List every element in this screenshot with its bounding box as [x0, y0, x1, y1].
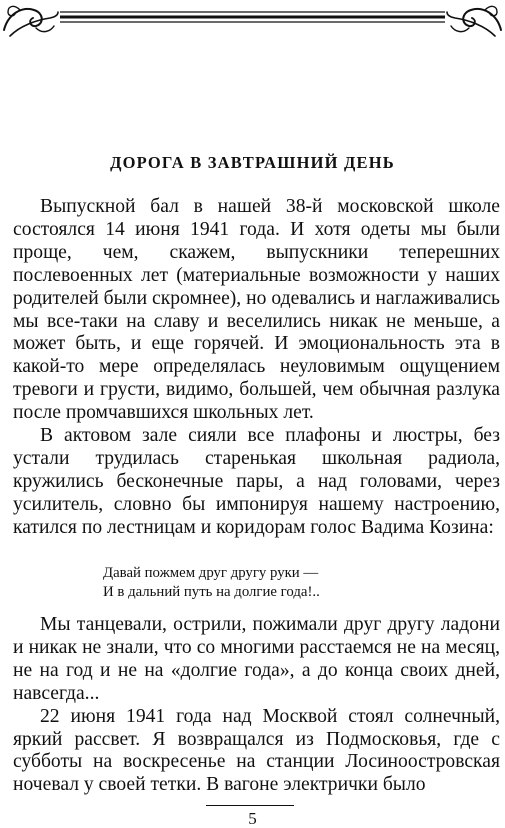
- body-text-bottom: [13, 614, 500, 797]
- page-number: 5: [248, 809, 257, 828]
- quote-line: И в дальний путь на долгие года!..: [103, 583, 320, 600]
- paragraph: В актовом зале сияли все плафоны и люстры, без устали трудилась старенькая школьная радиола, кружились бесконечные пары, а над головами, через усилитель, словно бы импонируя нашему настроению, катился по лестницам и коридорам голос Вадима Козина:: [13, 425, 500, 538]
- poem-quote: [103, 564, 483, 601]
- header-rule-lines: [60, 12, 445, 22]
- paragraph: Выпускной бал в нашей 38-й московской школе состоялся 14 июня 1941 года. И хотя одеты мы были проще, чем, скажем, выпускники теперешних послевоенных лет (материальные возможности у наших родителей были скромнее), но одевались и наглаживались мы все-таки на славу и веселились никак не меньше, а может быть, и еще горячей. И эмоциональность эта в какой-то мере определялась неуловимым ощущением тревоги и грусти, видимо, большей, чем обычная разлука после промчавшихся школьных лет.: [13, 196, 500, 424]
- paragraph: 22 июня 1941 года над Москвой стоял солнечный, яркий рассвет. Я возвращался из Подмосковья, где с субботы на воскресенье на станции Лосиноостровская ночевал у своей тетки. В вагоне электрички было: [13, 705, 500, 796]
- paragraph: Мы танцевали, острили, пожимали друг другу ладони и никак не знали, что со многими расстаемся не на месяц, не на год и не на «долгие года», а до конца своих дней, навсегда...: [13, 614, 500, 704]
- footer-rule: [206, 805, 294, 806]
- chapter-title: ДОРОГА В ЗАВТРАШНИЙ ДЕНЬ: [110, 153, 395, 172]
- body-text-top: [13, 196, 500, 540]
- quote-line: Давай пожмем друг другу руки —: [103, 565, 319, 581]
- left-flourish-icon: [4, 6, 58, 36]
- right-flourish-icon: [447, 6, 501, 36]
- header-ornament: [0, 0, 505, 40]
